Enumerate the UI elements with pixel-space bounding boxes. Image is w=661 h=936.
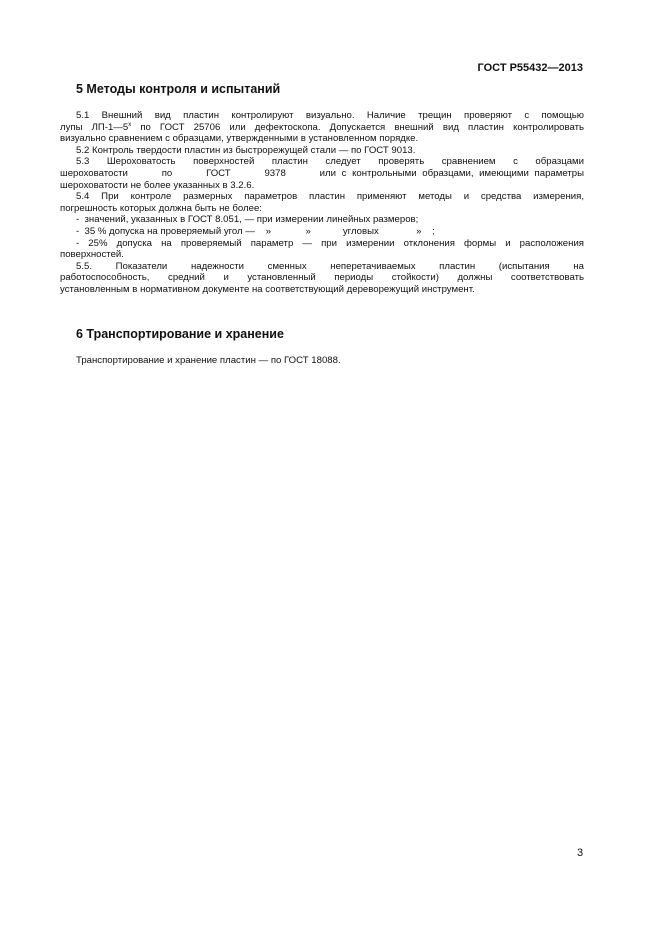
paragraph-5-3-line1: 5.3 Шероховатость поверхностей пластин следует проверять сравнением с образцами [76, 156, 584, 168]
paragraph-5-1 [60, 110, 584, 122]
paragraph-5-3-line3: шероховатости не более указанных в 3.2.6. [60, 179, 255, 191]
list-item-linear: - значений, указанных в ГОСТ 8.051, — при измерении линейных размеров; [76, 214, 419, 226]
paragraph-5-1-line2-a: лупы ЛП-1—5 [60, 121, 129, 133]
list-item-form: - 25% допуска на проверяемый параметр — при измерении отклонения формы и расположения [76, 237, 584, 249]
paragraph-5-5-line2: работоспособность, средний и установленный периоды стойкости) должны соответствовать [60, 272, 584, 284]
list-item-angular: - 35 % допуска на проверяемый угол — » » угловых » ; [76, 225, 435, 237]
paragraph-5-3-line2 [60, 168, 584, 180]
paragraph-5-4-line2: погрешность которых должна быть не более: [60, 202, 262, 214]
list-item-form-cont: поверхностей. [60, 249, 124, 261]
paragraph-5-1-line1: 5.1 Внешний вид пластин контролируют визуально. Наличие трещин проверяют с помощью [76, 110, 584, 121]
p53-word-1: шероховатости [60, 167, 128, 179]
p53-word-2: по [161, 167, 173, 179]
section-5-body [60, 110, 584, 296]
paragraph-5-5-line3: установленным в нормативном документе на соответствующий дереворежущий инструмент. [60, 283, 475, 295]
page-number: 3 [577, 847, 584, 859]
section-6-paragraph: Транспортирование и хранение пластин — по ГОСТ 18088. [76, 355, 341, 366]
p53-word-3: ГОСТ [206, 167, 231, 179]
paragraph-5-2: 5.2 Контроль твердости пластин из быстрорежущей стали — по ГОСТ 9013. [76, 144, 416, 156]
magnification-superscript: x [128, 121, 132, 128]
section-6-title: 6 Транспортирование и хранение [76, 327, 284, 341]
paragraph-5-5-line1: 5.5. Показатели надежности сменных неперетачиваемых пластин (испытания на [76, 260, 584, 272]
paragraph-5-1-line2-b: по ГОСТ 25706 или дефектоскопа. Допускается внешний вид пластин контролировать [131, 121, 584, 133]
p53-word-5: или с контрольными образцами, имеющими параметры [319, 167, 584, 179]
paragraph-5-4-line1: 5.4 При контроле размерных параметров пластин применяют методы и средства измерения, [76, 191, 584, 203]
paragraph-5-1-line3: визуально сравнением с образцами, утвержденными в установленном порядке. [60, 133, 419, 145]
paragraph-5-1-line2 [60, 122, 584, 134]
standard-number: ГОСТ Р55432—2013 [477, 62, 583, 74]
p53-word-4: 9378 [264, 167, 286, 179]
section-5-title: 5 Методы контроля и испытаний [76, 82, 281, 96]
